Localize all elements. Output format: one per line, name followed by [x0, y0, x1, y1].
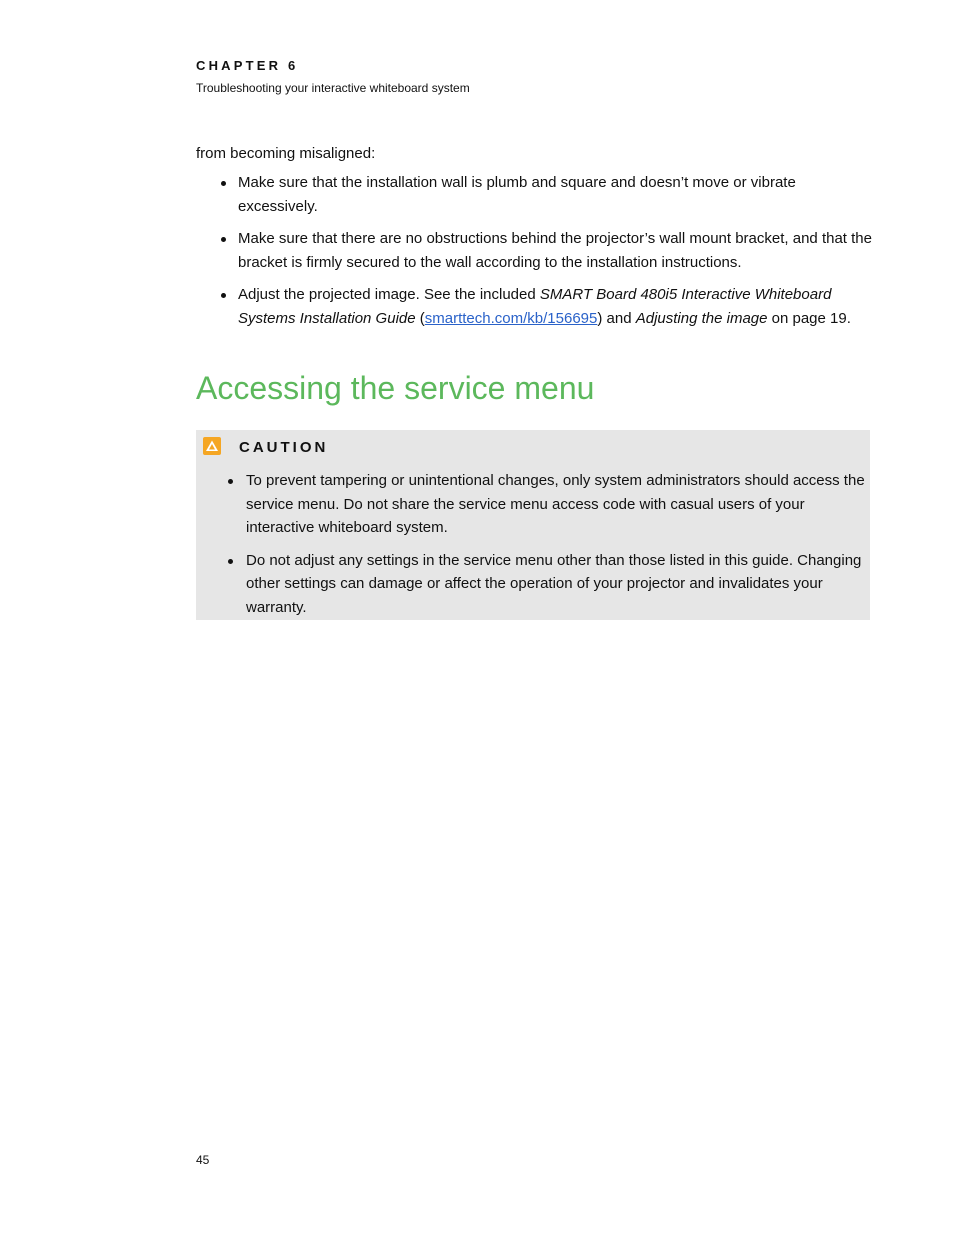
list-item [196, 549, 866, 620]
list-item-text: ) and [597, 309, 636, 327]
kb-link[interactable]: smarttech.com/kb/156695 [424, 309, 598, 327]
list-item-text: Do not adjust any settings in the service menu other than those listed in this guide. Changing other settings can damage or affect the operation of your projector and invalidates your warranty. [246, 551, 862, 616]
section-heading: Accessing the service menu [196, 370, 595, 406]
caution-list [196, 469, 866, 628]
bullet-icon [228, 559, 233, 564]
list-item [196, 171, 876, 218]
caution-box [196, 430, 870, 620]
bullet-icon [221, 181, 226, 186]
section-reference: Adjusting the image [635, 309, 768, 327]
intro-text: from becoming misaligned: [196, 145, 376, 162]
list-item [196, 469, 866, 540]
page-number: 45 [196, 1153, 210, 1167]
bullet-icon [221, 293, 226, 298]
list-item-text: on page 19. [767, 309, 851, 327]
chapter-subtitle: Troubleshooting your interactive whiteboard system [196, 81, 470, 95]
list-item [196, 283, 876, 330]
caution-title: CAUTION [239, 439, 329, 456]
bullet-icon [228, 479, 233, 484]
warning-icon [203, 437, 221, 455]
list-item [196, 227, 876, 274]
list-item-text: ( [415, 309, 425, 327]
instruction-list [196, 171, 876, 339]
bullet-icon [221, 237, 226, 242]
list-item-text: Make sure that there are no obstructions behind the projector’s wall mount bracket, and that the bracket is firmly secured to the wall according to the installation instructions. [238, 230, 872, 271]
list-item-text: Make sure that the installation wall is plumb and square and doesn’t move or vibrate excessively. [238, 174, 796, 215]
list-item-text: To prevent tampering or unintentional changes, only system administrators should access the service menu. Do not share the service menu access code with casual users of your interactive whiteboard system. [246, 472, 865, 536]
guide-title: SMART Board 480i5 Interactive Whiteboard Systems Installation Guide [238, 286, 832, 327]
chapter-label: CHAPTER 6 [196, 58, 299, 73]
list-item-text: Adjust the projected image. See the included [238, 286, 540, 303]
